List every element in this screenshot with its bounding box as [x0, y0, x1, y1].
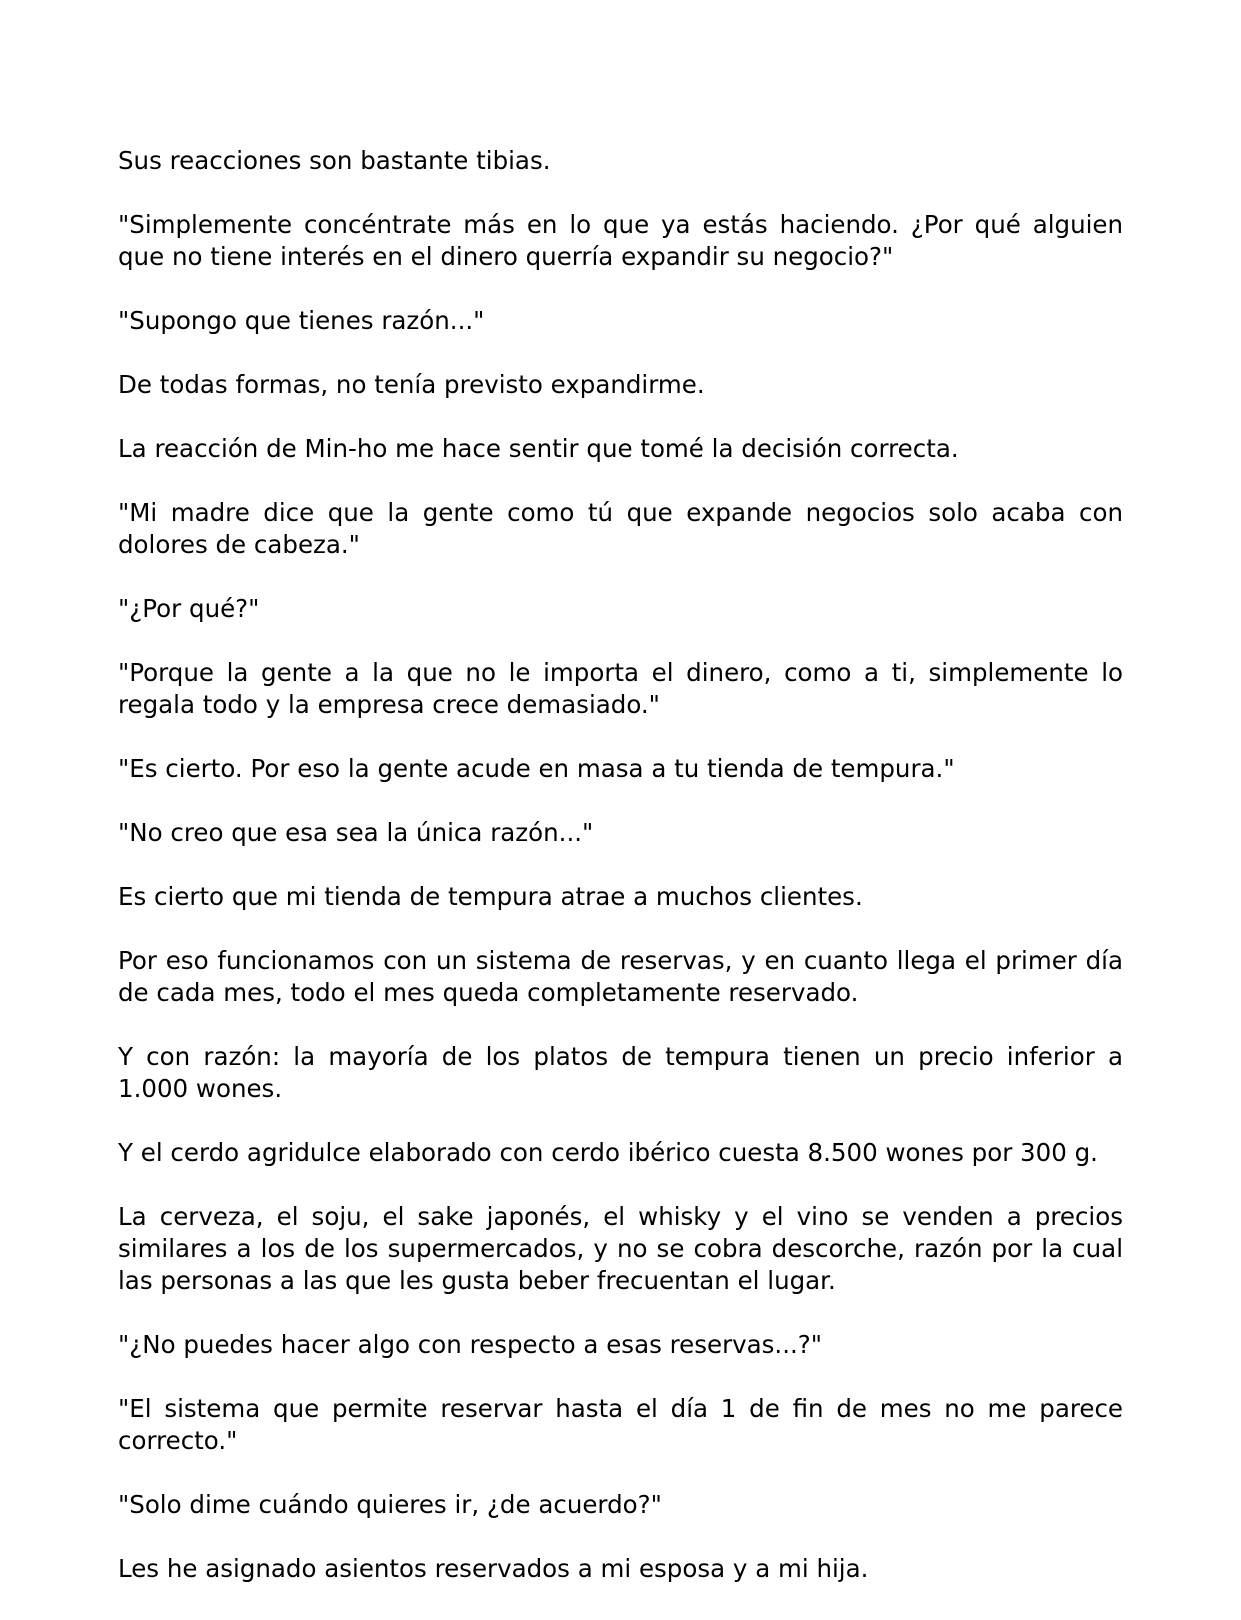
paragraph-2: "Simplemente concéntrate más en lo que ya estás haciendo. ¿Por qué alguien que no tiene interés en el dinero querría expandir su negocio?"	[118, 210, 1123, 271]
paragraph-16: "¿No puedes hacer algo con respecto a esas reservas...?"	[118, 1330, 823, 1359]
paragraph-3: "Supongo que tienes razón..."	[118, 306, 485, 335]
paragraph-12: Por eso funcionamos con un sistema de reservas, y en cuanto llega el primer día de cada mes, todo el mes queda completamente reservado.	[118, 946, 1123, 1007]
paragraph-7: "¿Por qué?"	[118, 594, 260, 623]
paragraph-5: La reacción de Min-ho me hace sentir que tomé la decisión correcta.	[118, 434, 959, 463]
paragraph-15: La cerveza, el soju, el sake japonés, el whisky y el vino se venden a precios similares a los de los supermercados, y no se cobra descorche, razón por la cual las personas a las que les gusta beber frecuentan el lugar.	[118, 1202, 1123, 1295]
document-page	[118, 145, 1123, 1585]
paragraph-17: "El sistema que permite reservar hasta el día 1 de fin de mes no me parece correcto."	[118, 1394, 1123, 1455]
paragraph-11: Es cierto que mi tienda de tempura atrae a muchos clientes.	[118, 882, 863, 911]
paragraph-1: Sus reacciones son bastante tibias.	[118, 146, 551, 175]
paragraph-18: "Solo dime cuándo quieres ir, ¿de acuerdo?"	[118, 1490, 662, 1519]
paragraph-6: "Mi madre dice que la gente como tú que expande negocios solo acaba con dolores de cabeza."	[118, 498, 1123, 559]
paragraph-8: "Porque la gente a la que no le importa el dinero, como a ti, simplemente lo regala todo y la empresa crece demasiado."	[118, 658, 1123, 719]
paragraph-13: Y con razón: la mayoría de los platos de tempura tienen un precio inferior a 1.000 wones.	[118, 1042, 1123, 1103]
paragraph-19: Les he asignado asientos reservados a mi esposa y a mi hija.	[118, 1554, 869, 1583]
paragraph-10: "No creo que esa sea la única razón..."	[118, 818, 594, 847]
paragraph-14: Y el cerdo agridulce elaborado con cerdo ibérico cuesta 8.500 wones por 300 g.	[118, 1138, 1098, 1167]
paragraph-4: De todas formas, no tenía previsto expandirme.	[118, 370, 705, 399]
paragraph-9: "Es cierto. Por eso la gente acude en masa a tu tienda de tempura."	[118, 754, 955, 783]
